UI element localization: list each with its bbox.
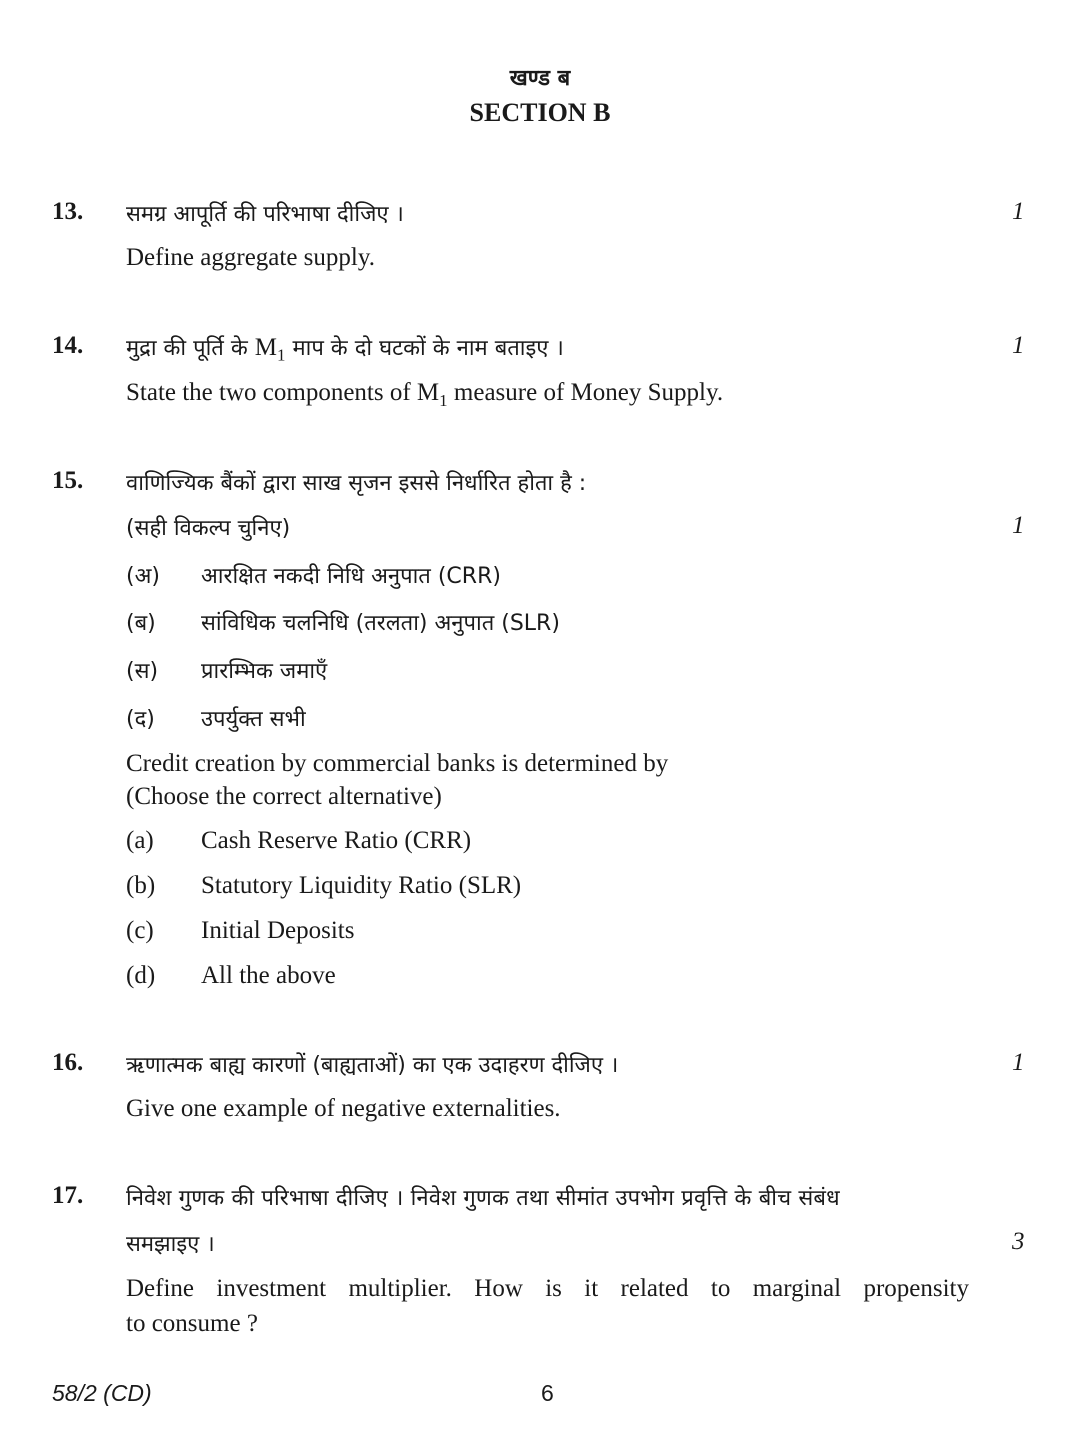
question-number: 13. <box>52 198 84 225</box>
option-text: आरक्षित नकदी निधि अनुपात (CRR) <box>201 564 501 589</box>
question-text-hindi <box>126 332 564 365</box>
text-segment: माप के दो घटकों के नाम बताइए । <box>285 336 564 361</box>
option-text: Statutory Liquidity Ratio (SLR) <box>201 872 522 899</box>
paper-code: 58/2 (CD) <box>52 1380 152 1406</box>
question-text-english: Credit creation by commercial banks is determined by <box>126 750 669 777</box>
question-text-english: Define aggregate supply. <box>126 244 375 271</box>
option-text: Cash Reserve Ratio (CRR) <box>201 827 472 854</box>
option-text: Initial Deposits <box>201 917 355 944</box>
question-number: 14. <box>52 332 84 359</box>
option-text: सांविधिक चलनिधि (तरलता) अनुपात (SLR) <box>201 611 560 636</box>
section-title-english: SECTION B <box>469 98 611 127</box>
text-segment: State the two components of <box>126 379 417 406</box>
text-segment: मुद्रा की पूर्ति के <box>126 336 255 361</box>
question-text-hindi: ऋणात्मक बाह्य कारणों (बाह्यताओं) का एक उदाहरण दीजिए । <box>126 1053 619 1078</box>
question-instruction-hindi: (सही विकल्प चुनिए) <box>126 516 291 541</box>
text-segment: M <box>416 379 440 406</box>
question-number: 16. <box>52 1049 84 1076</box>
question-text-english: Give one example of negative externalities. <box>126 1095 561 1122</box>
subscript: 1 <box>439 391 448 410</box>
text-segment: measure of Money Supply. <box>447 379 724 406</box>
option-label: (b) <box>126 872 156 899</box>
question-number: 17. <box>52 1182 84 1209</box>
question-text-english-cont: to consume ? <box>126 1310 258 1337</box>
option-label: (अ) <box>126 564 160 589</box>
option-label: (ब) <box>126 611 156 636</box>
question-marks: 1 <box>1012 512 1025 539</box>
text-segment: M <box>254 334 277 361</box>
option-label: (c) <box>126 917 154 944</box>
question-text-english: Define investment multiplier. How is it related to marginal propensity <box>126 1275 969 1302</box>
option-label: (स) <box>126 659 159 684</box>
question-marks: 1 <box>1012 198 1025 225</box>
page-number: 6 <box>541 1380 554 1406</box>
question-marks: 3 <box>1012 1228 1025 1255</box>
question-instruction-english: (Choose the correct alternative) <box>126 783 442 810</box>
option-label: (द) <box>126 707 155 732</box>
option-text: उपर्युक्त सभी <box>201 707 306 732</box>
question-marks: 1 <box>1012 332 1025 359</box>
question-text-hindi: वाणिज्यिक बैंकों द्वारा साख सृजन इससे निर्धारित होता है : <box>126 471 587 496</box>
question-number: 15. <box>52 467 84 494</box>
question-text-hindi: समग्र आपूर्ति की परिभाषा दीजिए । <box>126 202 404 227</box>
question-text-hindi-cont: समझाइए । <box>126 1232 215 1257</box>
option-text: प्रारम्भिक जमाएँ <box>201 659 328 684</box>
section-title-hindi: खण्ड ब <box>509 66 571 91</box>
question-marks: 1 <box>1012 1049 1025 1076</box>
subscript: 1 <box>276 345 286 365</box>
question-text-english <box>126 379 723 411</box>
option-label: (d) <box>126 962 156 989</box>
option-label: (a) <box>126 827 154 854</box>
question-text-hindi: निवेश गुणक की परिभाषा दीजिए । निवेश गुणक तथा सीमांत उपभोग प्रवृत्ति के बीच संबंध <box>126 1186 840 1211</box>
option-text: All the above <box>201 962 336 989</box>
